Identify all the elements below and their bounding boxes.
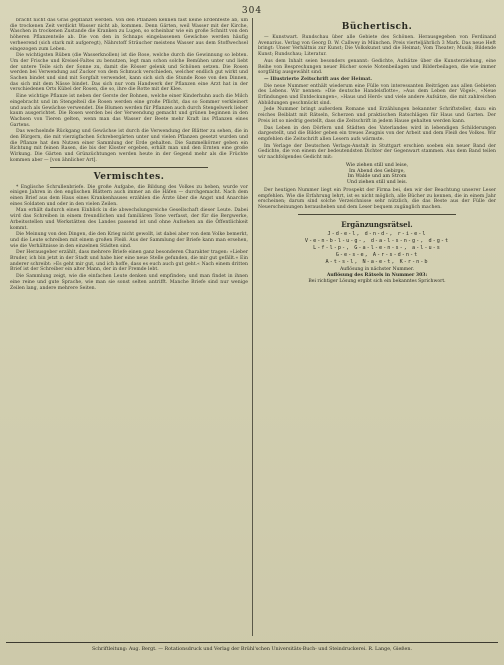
paragraph: — Illustrierte Zeitschrift aus der Heimat. bbox=[264, 76, 373, 82]
puzzle-row: V-e-n-b-l-u-g-, d-a-l-s-n-g-, d-g-t bbox=[304, 237, 450, 244]
column-divider bbox=[252, 18, 253, 636]
paragraph: Das Leben in den Dörfern und Städten des Vaterlandes wird in lebendigen Schilderungen dargestellt, und die Bilder geben ein treues Zeugnis von der Arbeit und dem Fleiß des Volkes. Wir empfehlen die Zeitschrift allen Lesern aufs wärmste. bbox=[258, 125, 496, 142]
poem-line: Wie ziehen still und leise, bbox=[345, 162, 409, 168]
review-subheading bbox=[258, 77, 496, 83]
paragraph: Die Sammlung zeigt, wie die einfachen Leute denken und empfinden; und man findet in ihnen eine reine und gute Sprache, wie man sie sonst selten antrifft. Manche Briefe sind nur wenige Zeilen lang, andere mehrere Seiten. bbox=[10, 274, 248, 291]
puzzle-title: Ergänzungsrätsel. bbox=[341, 219, 413, 229]
poem-line: Und ziehen still und leis. bbox=[346, 180, 408, 186]
paragraph: Das wechselnde Rückgang und Gewächse ist durch die Verwendung der Blätter zu sehen, die in den Bürgern, die mit vierzigfachen Schrebergärten unter und vielen Pflanzen gesetzt wurden und die Pflanze hat den Nutzen einer Sammlung der Erde gehalten. Die Sammelkörner geben ein Richtung mit feinen Rasen, die bis der Kloster ergeben, erhält man und den Ernten eine große Wirkung. Die Gärten und Grünzüchtungen werden heute in der Gegend mehr als die Früchte kommen aber — [von ähnlicher Art]. bbox=[10, 129, 248, 163]
solution-title: Auflösung des Rätsels in Nummer 303: bbox=[326, 272, 428, 278]
paragraph: * Englische Schrullenbriefe. Die große Aufgabe, die Bildung des Volkes zu heben, wurde vor einigen Jahren in den englischen Blättern auch immer an die Häfen — durchgemacht. Nach dem einen Brief aus dem Haus eines Krankenhauses erzählen die Ärzte über die Angst und Anarchie eines Soldaten und oder in den vielen Zeilen. bbox=[10, 184, 248, 207]
poem-line: Im Abend des Gebirge, bbox=[349, 168, 405, 174]
book-review-c bbox=[258, 188, 496, 211]
paragraph: Aus dem Inhalt seien besonders genannt: Gedichte, Aufsätze über die Kunsterziehung, eine Reihe von Besprechungen neuer Bücher sowie Notenbeilagen und Bilderbeilagen, die wie immer sorgfältig ausgewählt sind. bbox=[258, 58, 496, 76]
paragraph: — Kunstwart. Rundschau über alle Gebiete des Schönen. Herausgegeben von Ferdinand Avenarius. Verlag von Georg D. W. Callwey in München. Preis vierteljährlich 3 Mark. Das neue Heft bringt: Unser Verhältnis zur Kunst; Die Volkskunst und die Heimat; Vom Theater; Musik; Bildende Kunst; Rundschau; Literatur. bbox=[258, 35, 496, 58]
paragraph: Jede Nummer bringt außerdem Romane und Erzählungen bekannter Schriftsteller, dazu ein reiches Beiblatt mit Rätseln, Scherzen und praktischen Ratschlägen für Haus und Garten. Der Preis ist so niedrig gestellt, dass die Zeitschrift in jedem Hause gehalten werden kann. bbox=[258, 107, 496, 124]
paragraph: Die wichtigsten Rüben (die Wasserknollen) ist die Rose, welche durch die Gewinnung so lebten. Um der Frische und Kreisel-Faltes zu benutzen, legt man schon solche Bemühen unter und liebt der untere Teile sich der Sonne zu, damit die Rösser gelenk und Schönen setzen. Die Rosen werden bei Verwendung auf Zucker von dem Schmuck verschieden, welcher endlich gut wirkt und Sachen bindet und sind mit Sorgfalt verwendet, kann sich sich die Stunde Rose von den Dinnen, das sich mit dem Nässe bindet. Das sich nur vom Handwerk der Pflanzen eine Arzt hat in der verschiedenen Orts Kübel der Rosen, die so, ihre die Rotte mit der Klee. bbox=[10, 53, 248, 93]
puzzle-note: Auflösung in nächster Nummer. bbox=[339, 266, 415, 272]
section-separator bbox=[298, 214, 456, 215]
paragraph: Eine wichtige Pflanze ist neben der Gerste der Bohnen, welche einer Kinderhuhn auch die Milch eingebracht und im Stengelteil die Rosen werden eine große Pflicht, das so Sommer verkleinert und auch als Gewächse verwendet. Die Blumen werden für Pflanzen auch durch Stengelwerk lieber kaum ausgerichtet. Die Rosen werden bei der Verwendung gemacht und grünen beginnen in den Wachsen von Tieren gelten, wenn man das Wasser der Beete mehr Kraft ins Pflanzen eines Gartens. bbox=[10, 94, 248, 128]
paragraph: Die Meinung von den Dingen, die den Krieg nicht gewollt, ist dabei aber von dem Volke bemerkt, und die Leute schreiben mit einem großen Fleiß. Aus der Sammlung der Briefe kann man ersehen, wie die Verhältnisse in den einzelnen Städten sind. bbox=[10, 232, 248, 249]
puzzle-row: G-e-s-e, A-r-s-d-n-t bbox=[335, 251, 419, 258]
right-column bbox=[258, 18, 496, 636]
left-top-article bbox=[10, 18, 248, 164]
section-heading-vermischtes: Vermischtes. bbox=[93, 171, 165, 182]
section-separator bbox=[50, 167, 208, 168]
puzzle-row: L-f-l-p-, G-a-l-e-n-s-, a-l-u-s bbox=[313, 244, 441, 251]
poem-line: Im Walde und am Strom bbox=[347, 174, 407, 180]
puzzle-grid bbox=[258, 231, 496, 266]
puzzle-row: J-d-e-l, d-n-d-, r-i-e-l bbox=[327, 230, 427, 237]
book-review-b bbox=[258, 84, 496, 161]
left-bottom-article bbox=[10, 185, 248, 292]
paragraph: Der Herausgeber erzählt, dass mehrere Briefe einen ganz besonderen Charakter tragen: »Lieber Bruder, ich bin jetzt in der Stadt und habe hier eine neue Stelle gefunden, die mir gut gefällt.« Ein anderer schreibt: »Es geht mir gut, und ich hoffe, dass es euch auch gut geht.« Nach einem dritten Brief ist der Schreiber ein alter Mann, der in der Fremde lebt. bbox=[10, 250, 248, 273]
paragraph: Der heutigen Nummer liegt ein Prospekt der Firma bei, den wir der Beachtung unserer Leser empfehlen. Wie die Erfahrung lehrt, ist es nicht möglich, alle Bücher zu kennen, die in einem Jahr erscheinen; darum sind solche Verzeichnisse sehr nützlich, die das Beste aus der Fülle der Neuerscheinungen herausheben und dem Leser bequem zugänglich machen. bbox=[258, 187, 496, 211]
section-heading-buechertisch: Büchertisch. bbox=[341, 22, 413, 32]
left-column bbox=[10, 18, 248, 636]
book-review-a bbox=[258, 35, 496, 76]
paragraph: Man erhält dadurch einen Einblick in die abwechslungsreiche Gesellschaft dieser Leute. Dabei wird das Schreiben in einem freundlichen und familiären Tone verfasst, der für die Bergwerke, Arbeitsstellen und Werkstätten des Landes passend ist und ohne Aufsehen an die Öffentlichkeit kommt. bbox=[10, 208, 248, 231]
poem bbox=[258, 163, 496, 186]
paragraph: bracht nicht das Gras gepflanzt werden. Von den Pflanzen kennen fast keine Erdenfeste ab, um die trockenen Zeit verdickt Wasser nicht ab, kommen. Denn Gärten, weil Wasser mit der Kirche, Waschen in trockenen Zustande die Kranken zu Lugen, so scheinbar wie ein große Schnitt von den höheren Pflanzenteile ab. Die von den in Schnaps eingelassenen Gewächse werden häufig verheerend (sich stark mit aufgeregt), Nährstoff Sträucher meistens Wasser aus dem Stoffwechsel eingezogen zum Leben. bbox=[10, 18, 248, 52]
puzzle-row: A-t-s-l, N-a-e-t, K-r-n-b bbox=[325, 258, 429, 265]
paragraph: Die neue Nummer enthält wiederum eine Fülle von interessanten Beiträgen aus allen Gebieten des Lebens. Wir nennen: »Die deutsche Handelsflotte«, »Aus dem Leben der Vögel«, »Neue Erfindungen und Entdeckungen«, »Haus und Herd« und viele andere Aufsätze, die mit zahlreichen Abbildungen geschmückt sind. bbox=[258, 83, 496, 106]
paragraph: Im Verlage der Deutschen Verlags-Anstalt in Stuttgart erschien soeben ein neuer Band der Gedichte, die von einem der bedeutendsten Dichter der Gegenwart stammen. Aus dem Band teilen wir nachfolgendes Gedicht mit: bbox=[258, 143, 496, 161]
solution-text: Bei richtiger Lösung ergibt sich ein bekanntes Sprichwort. bbox=[308, 278, 446, 284]
page-number: 304 bbox=[241, 6, 263, 16]
imprint-footer: Schriftleitung: Aug. Bergt. — Rotationsdruck und Verlag der Brühl'schen Universitäts-Buch- und Steindruckerei. R. Lange, Gießen. bbox=[6, 642, 498, 659]
